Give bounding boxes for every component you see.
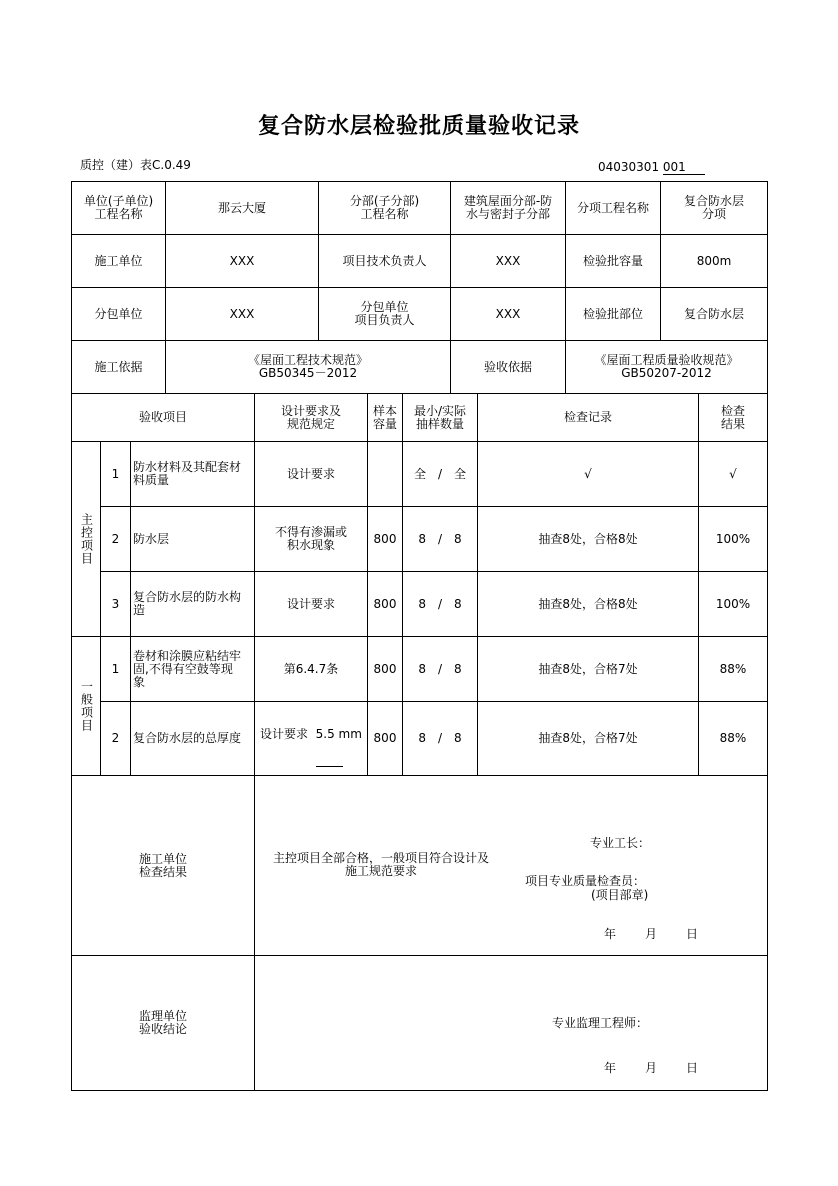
col-record-header: 检查记录: [563, 410, 612, 424]
main-item-result[interactable]: 100%: [715, 531, 751, 546]
general-item-name: 复合防水层的总厚度: [133, 731, 242, 745]
date-year-label: 年: [604, 926, 617, 941]
acceptance-basis-label: 验收依据: [483, 359, 532, 374]
record-number-prefix: 04030301: [598, 160, 660, 174]
main-item-no: 1: [111, 466, 120, 481]
date-month-label: 月: [645, 1060, 658, 1075]
sampling-min: 8: [418, 731, 426, 745]
main-item-capacity[interactable]: 800: [373, 531, 397, 546]
date-day-label: 日: [686, 1060, 699, 1075]
unit-name-label: 单位(子单位) 工程名称: [83, 194, 154, 221]
supervision-label: 监理单位 验收结论: [138, 1009, 187, 1036]
tech-lead-label: 项目技术负责人: [342, 253, 427, 268]
col-item-header: 验收项目: [138, 410, 187, 424]
main-item-result[interactable]: 100%: [715, 596, 751, 611]
main-item-sampling[interactable]: [403, 572, 477, 636]
sampling-slash: /: [437, 596, 443, 611]
sampling-actual: 8: [454, 531, 462, 546]
sub-lead-label: 分包单位 项目负责人: [354, 300, 415, 327]
batch-capacity-label: 检验批容量: [582, 253, 643, 268]
general-item-result[interactable]: 88%: [719, 731, 747, 745]
form-number: 质控（建）表C.0.49: [80, 158, 191, 172]
sampling-actual: 全: [454, 466, 467, 481]
main-control-group: [72, 442, 100, 636]
project-seal: (项目部章): [591, 887, 649, 902]
sampling-min: 8: [418, 596, 426, 611]
sampling-min: 8: [418, 531, 426, 546]
main-item-no: 3: [111, 596, 120, 611]
main-item-name: 防水层: [133, 531, 170, 546]
col-design-header: 设计要求及 规范规定: [280, 403, 341, 431]
general-item-sampling[interactable]: [403, 702, 477, 775]
construction-basis-value[interactable]: 《屋面工程技术规范》 GB50345－2012: [247, 353, 368, 380]
general-item-capacity[interactable]: 800: [373, 661, 397, 676]
sampling-actual: 8: [454, 731, 462, 745]
tech-lead-value[interactable]: XXX: [495, 253, 521, 268]
main-item-name: 复合防水层的防水构 造: [133, 590, 242, 617]
sampling-slash: /: [437, 466, 443, 481]
main-item-no: 2: [111, 531, 120, 546]
general-item-result[interactable]: 88%: [719, 661, 747, 676]
general-group: [72, 637, 100, 775]
col-capacity-header: 样本 容量: [372, 403, 397, 431]
general-item-record[interactable]: 抽查8处，合格7处: [538, 731, 638, 745]
main-item-record[interactable]: √: [584, 466, 592, 481]
sampling-slash: /: [437, 731, 443, 745]
date-year-label: 年: [604, 1060, 617, 1075]
sampling-slash: /: [437, 531, 443, 546]
general-item-name: 卷材和涂膜应粘结牢 固,不得有空鼓等现 象: [133, 648, 242, 689]
general-item-design[interactable]: 设计要求 5.5 mm: [260, 726, 362, 741]
subcontractor-value[interactable]: XXX: [229, 306, 255, 321]
contractor-check-label: 施工单位 检查结果: [138, 851, 187, 879]
division-name-value[interactable]: 建筑屋面分部-防 水与密封子分部: [463, 194, 553, 221]
foreman-signature[interactable]: 专业工长：: [590, 835, 651, 850]
acceptance-basis-value[interactable]: 《屋面工程质量验收规范》 GB50207-2012: [594, 353, 739, 380]
page-title: 复合防水层检验批质量验收记录: [257, 113, 580, 139]
sampling-min: 8: [418, 661, 426, 676]
contractor-label: 施工单位: [94, 253, 143, 268]
main-item-design[interactable]: 设计要求: [286, 466, 335, 481]
main-control-group-label: 主控项目: [79, 513, 94, 565]
general-item-design[interactable]: 第6.4.7条: [283, 661, 339, 676]
quality-inspector-signature[interactable]: 项目专业质量检查员：: [525, 873, 646, 888]
main-item-design[interactable]: 设计要求: [286, 596, 335, 611]
batch-location-label: 检验批部位: [582, 306, 643, 321]
contractor-value[interactable]: XXX: [229, 253, 255, 268]
main-item-result[interactable]: √: [729, 466, 737, 481]
main-item-sampling[interactable]: [403, 507, 477, 571]
sub-lead-value[interactable]: XXX: [495, 306, 521, 321]
contractor-check-conclusion[interactable]: 主控项目全部合格，一般项目符合设计及 施工规范要求: [272, 851, 489, 878]
main-item-name: 防水材料及其配套材 料质量: [133, 460, 242, 487]
main-item-record[interactable]: 抽查8处，合格8处: [538, 531, 638, 546]
sampling-actual: 8: [454, 596, 462, 611]
supervising-engineer-signature[interactable]: 专业监理工程师：: [552, 1015, 649, 1030]
general-item-record[interactable]: 抽查8处，合格7处: [538, 661, 638, 676]
main-item-sampling[interactable]: [403, 442, 477, 506]
record-number: [598, 160, 705, 175]
batch-location-value[interactable]: 复合防水层: [683, 306, 744, 321]
subitem-name-label: 分项工程名称: [576, 200, 649, 215]
general-group-label: 一般项目: [79, 680, 94, 732]
sampling-slash: /: [437, 661, 443, 676]
date-month-label: 月: [645, 926, 658, 941]
unit-name-value[interactable]: 那云大厦: [217, 200, 266, 215]
sampling-actual: 8: [454, 661, 462, 676]
subcontractor-label: 分包单位: [94, 306, 143, 321]
general-item-no: 2: [111, 731, 120, 745]
col-sampling-header: 最小/实际 抽样数量: [413, 403, 467, 431]
division-name-label: 分部(子分部) 工程名称: [349, 194, 420, 221]
general-item-no: 1: [111, 661, 120, 676]
general-item-sampling[interactable]: [403, 637, 477, 701]
batch-capacity-value[interactable]: 800m: [696, 253, 732, 268]
main-item-design[interactable]: 不得有渗漏或 积水现象: [274, 525, 347, 552]
subitem-name-value[interactable]: 复合防水层 分项: [683, 194, 744, 221]
construction-basis-label: 施工依据: [94, 359, 143, 374]
main-item-capacity[interactable]: [368, 442, 402, 506]
record-number-suffix[interactable]: 001: [663, 160, 705, 175]
date-day-label: 日: [686, 926, 699, 941]
sampling-min: 全: [413, 466, 426, 481]
col-result-header: 检查 结果: [720, 403, 745, 431]
main-item-capacity[interactable]: 800: [373, 596, 397, 611]
general-item-capacity[interactable]: 800: [373, 731, 397, 745]
main-item-record[interactable]: 抽查8处，合格8处: [538, 596, 638, 611]
